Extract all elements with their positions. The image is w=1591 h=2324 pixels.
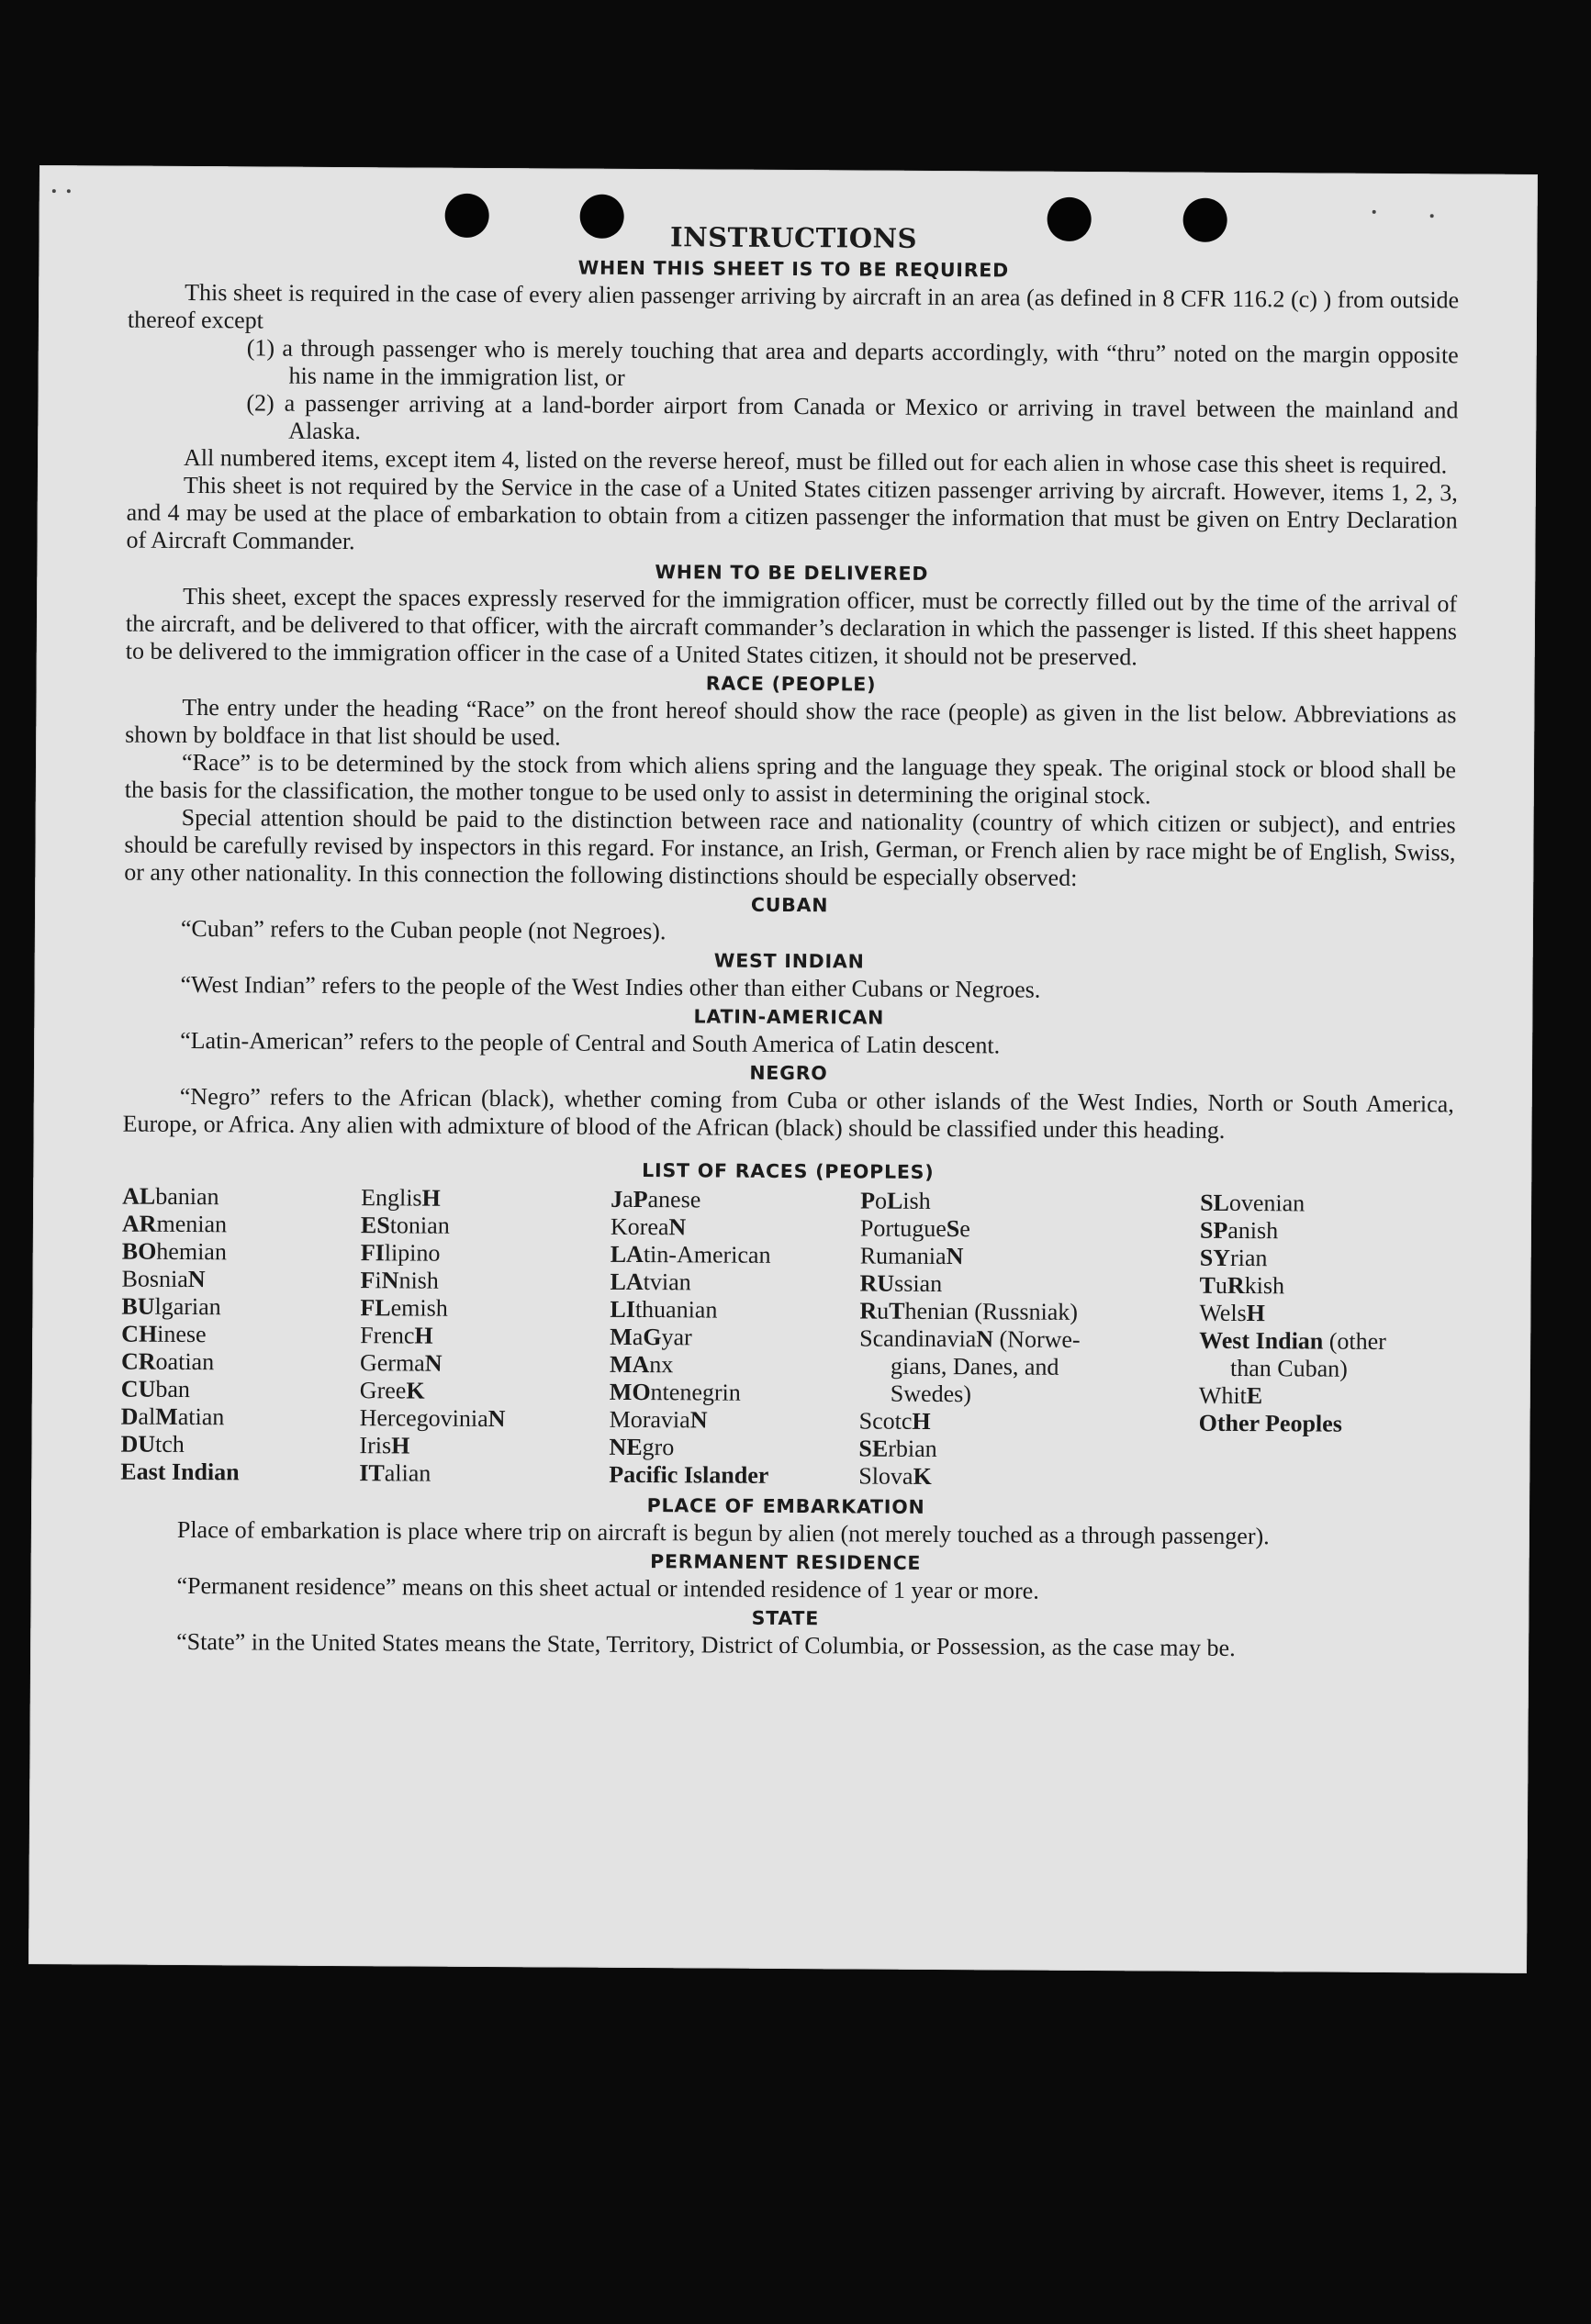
race-entry-part: u [1215,1271,1228,1299]
race-entry-part: IT [359,1459,385,1487]
race-entry-part: anish [1227,1216,1279,1245]
race-entry [359,1432,609,1461]
race-entry-continuation: than Cuban) [1229,1354,1348,1382]
race-entry-part: D [120,1402,139,1430]
race-entry-part: N [976,1325,994,1353]
race-entry-part: H [414,1322,433,1349]
race-entry-part: a [622,1185,633,1212]
race-entry-part: K [913,1462,932,1490]
race-entry [122,1211,361,1240]
race-entry-part: L [886,1187,903,1214]
race-entry-part: Rumania [859,1242,947,1270]
paragraph: “Cuban” refers to the Cuban people (not Negroes). [180,914,667,945]
race-entry-part: ES [360,1212,390,1239]
race-entry-part: Wels [1199,1299,1247,1327]
race-entry-part: Germa [359,1349,425,1377]
race-entry-part: Korea [610,1212,669,1241]
race-entry [1200,1245,1453,1274]
race-entry-part: E [1246,1382,1263,1410]
race-entry-part: N [668,1213,687,1241]
race-entry-continuation: Swedes) [890,1380,972,1408]
race-entry-part: LA [610,1240,644,1268]
race-entry-part: Slova [858,1462,913,1490]
race-entry-part: H [391,1432,410,1459]
race-entry [1200,1217,1453,1246]
race-entry-part: tonian [389,1212,450,1239]
race-entry [858,1462,1198,1492]
race-entry-part: FI [360,1239,385,1267]
race-entry [611,1186,860,1215]
race-entry-part: LI [610,1295,635,1323]
race-entry [858,1435,1198,1464]
race-entry [859,1269,1199,1299]
race-entry-part: AR [121,1210,157,1237]
paragraph: “State” in the United States means the State, Territory, District of Columbia, or Possession, as the case may be. [176,1627,1236,1661]
race-entry-part: G [643,1324,662,1351]
race-entry-part: Other Peoples [1198,1409,1342,1437]
race-entry [1199,1272,1452,1302]
race-entry-part: tin-American [643,1241,771,1268]
race-entry-part: Iris [359,1432,392,1459]
race-entry-part: nish [398,1267,439,1294]
race-entry [120,1458,359,1488]
race-entry-part: CU [120,1375,156,1402]
race-entry-part: Portugue [859,1214,947,1243]
race-entry-part: SP [1199,1216,1228,1244]
race-entry-part: hemian [156,1237,227,1266]
race-entry-part: inese [157,1320,207,1348]
race-entry [859,1407,1199,1436]
race-entry [361,1239,611,1268]
race-entry-part: menian [156,1210,228,1238]
race-entry-part: Pacific Islander [609,1460,769,1489]
page-title: INSTRUCTIONS [669,221,918,254]
race-entry [360,1404,610,1434]
race-entry-part: i [375,1267,382,1294]
race-entry-part: RU [859,1269,895,1297]
race-entry-part: N [689,1406,708,1434]
race-entry-part: CR [120,1347,156,1375]
race-entry-part: nx [649,1351,674,1379]
speck [52,189,56,193]
race-entry-part: tvian [643,1268,691,1296]
race-entry [361,1212,611,1241]
race-entry-part: Scandinavia [859,1324,977,1353]
paragraph: All numbered items, except item 4, listed on the reverse hereof, must be filled out for each alien in whose case this sheet is required. [183,443,1448,479]
race-column [120,1183,361,1488]
race-entry-part: a [632,1323,644,1351]
race-entry-part: P [860,1187,876,1214]
race-entry-part: H [1246,1300,1266,1327]
race-entry-part: kish [1244,1272,1285,1300]
race-entry-part: emish [390,1294,448,1322]
race-entry-part: Scotc [858,1407,913,1435]
section-title-when-required: WHEN THIS SHEET IS TO BE REQUIRED [577,256,1010,282]
race-entry [611,1213,860,1243]
race-entry [610,1351,859,1380]
paragraph: The entry under the heading “Race” on the front hereof should show the race (people) as given in the list below. Abbreviations as shown by boldface in that list should be used. [125,693,1457,751]
paragraph: Place of embarkation is place where trip on aircraft is begun by alien (not merely touched as a through passenger). [176,1515,1270,1550]
race-entry-part: e [959,1215,970,1243]
race-entry-part: East Indian [120,1458,240,1486]
race-entry-part: ntenegrin [650,1379,741,1406]
race-entry-part: BU [121,1292,155,1320]
race-entry [609,1461,858,1491]
section-title-state: STATE [751,1606,820,1630]
race-entry-part: H [912,1407,931,1435]
race-entry-part: BO [121,1237,157,1265]
section-title-list-of-races: LIST OF RACES (PEOPLES) [642,1159,935,1183]
race-entry-part: yar [661,1324,692,1351]
race-entry-part: (Norwe- [992,1325,1081,1353]
race-entry-part: AL [122,1182,156,1210]
race-entry-part: Moravia [609,1405,690,1434]
race-entry [1199,1382,1452,1412]
race-entry-part: u [877,1297,890,1324]
instructions-body [119,218,1460,1664]
race-entry [610,1296,859,1325]
race-entry [360,1349,610,1379]
race-entry-part: al [138,1402,156,1430]
race-entry-part: F [360,1267,375,1294]
section-title-race: RACE (PEOPLE) [705,672,877,696]
race-list [120,1183,1453,1494]
race-entry-part: N [424,1349,443,1377]
race-entry [122,1183,361,1212]
race-entry-part: ish [902,1187,931,1214]
race-entry-part: N [187,1266,206,1293]
race-entry-part: ssian [894,1269,943,1298]
section-title-when-delivered: WHEN TO BE DELIVERED [655,561,929,585]
race-entry [360,1267,610,1296]
race-entry-part: ovenian [1228,1189,1305,1217]
race-entry-part: LA [610,1268,644,1296]
section-title-cuban: CUBAN [750,893,829,917]
race-entry-part: NE [609,1433,643,1461]
paragraph: This sheet, except the spaces expressly reserved for the immigration officer, must be correctly filled out by the time of the arrival of the aircraft, and be delivered to that officer, with the aircraft commander’s declaration in which the passenger is listed. If this sheet happens to be delivered to the immigration officer in the case of a United States citizen, it should not be preserved. [125,582,1458,671]
race-entry [359,1459,609,1489]
race-column [359,1184,611,1489]
race-entry-part: R [859,1297,878,1324]
race-entry-part: Whit [1198,1381,1247,1410]
race-entry-part: K [406,1377,425,1404]
paragraph: “Latin-American” refers to the people of Central and South America of Latin descent. [180,1026,1001,1059]
race-entry [1199,1410,1452,1439]
paragraph: “Race” is to be determined by the stock from which aliens spring and the language they speak. The original stock or blood shall be the basis for the classification, the mother tongue to be used only to assist in determining the original stock. [124,748,1457,810]
race-entry-part: DU [120,1430,156,1458]
race-entry-part: gro [642,1434,675,1461]
section-title-latin-american: LATIN-AMERICAN [693,1005,885,1029]
race-entry-part: atian [177,1402,225,1431]
race-entry-part: Bosnia [121,1265,188,1293]
race-entry [121,1403,360,1433]
race-entry-part: Englis [361,1184,422,1212]
race-entry [360,1322,610,1351]
race-entry-part: (other [1323,1327,1386,1355]
race-entry-part: rbian [888,1435,937,1462]
race-entry-part: lgarian [154,1292,221,1321]
race-entry-part: M [610,1323,633,1350]
race-entry [860,1214,1200,1244]
race-entry [859,1297,1199,1326]
race-entry [610,1406,859,1436]
race-entry-part: Frenc [360,1322,415,1349]
paragraph: This sheet is required in the case of every alien passenger arriving by aircraft in an area (as defined in 8 CFR 116.2 (c) ) from outside thereof except [127,278,1460,334]
race-entry-part: S [946,1215,960,1243]
race-entry-part: alian [384,1459,431,1487]
race-entry [121,1266,360,1295]
speck [1373,210,1376,214]
race-entry-part: SY [1199,1244,1231,1271]
race-column [858,1187,1200,1492]
race-entry-part: R [1227,1271,1245,1300]
race-entry-continuation: gians, Danes, and [890,1352,1059,1380]
section-title-permanent-residence: PERMANENT RESIDENCE [650,1550,922,1574]
race-entry [121,1321,360,1350]
race-entry-part: lipino [384,1239,441,1267]
section-title-negro: NEGRO [749,1061,828,1085]
race-entry-part: N [946,1243,964,1270]
race-entry-part: FL [360,1294,391,1322]
race-entry [611,1241,860,1270]
race-entry-part: H [421,1184,441,1212]
race-entry-part: N [381,1267,399,1294]
race-entry-part: oatian [155,1347,215,1376]
race-entry [859,1324,1200,1409]
race-entry-part: P [633,1185,648,1213]
race-entry-part: SL [1200,1189,1230,1216]
paragraph: “Permanent residence” means on this sheet actual or intended residence of 1 year or more. [176,1571,1039,1604]
race-entry-part: thuanian [634,1295,718,1324]
list-item: (1) a through passenger who is merely touching that area and departs accordingly, with “thru” noted on the margin opposite his name in the immigration list, or [246,334,1459,391]
race-entry [121,1376,360,1405]
race-entry [610,1379,859,1408]
race-entry [1200,1190,1453,1219]
paragraph: “Negro” refers to the African (black), whether coming from Cuba or other islands of the West Indies, North or South America, Europe, or Africa. Any alien with admixture of blood of the African (black) should be classified under this heading. [122,1082,1454,1144]
list-item: (2) a passenger arriving at a land-border airport from Canada or Mexico or arriving in travel between the mainland and Alaska. [246,389,1459,445]
race-entry [609,1434,858,1463]
paragraph: This sheet is not required by the Service in the case of a United States citizen passenger arriving by aircraft. However, items 1, 2, 3, and 4 may be used at the place of embarkation to obtain from a citizen passenger the information that must be given on Entry Declaration of Aircraft Commander. [126,471,1458,555]
race-entry [121,1293,360,1323]
race-entry-part: anese [647,1186,701,1213]
race-entry-part: banian [155,1182,219,1211]
race-entry-part: M [155,1402,178,1430]
race-entry-part: Hercegovinia [359,1404,488,1433]
race-entry [120,1431,359,1460]
race-entry [360,1294,610,1324]
race-column [609,1186,860,1491]
race-entry-part: MA [609,1350,650,1379]
race-column [1198,1190,1453,1494]
race-entry-part: rian [1229,1244,1268,1272]
speck [1430,214,1434,218]
race-entry-part: N [487,1405,506,1433]
race-entry-part: T [1199,1271,1216,1299]
race-entry-part: J [611,1185,623,1212]
race-entry-part: henian (Russniak) [904,1297,1079,1325]
section-title-west-indian: WEST INDIAN [713,949,865,973]
race-entry-part: T [889,1297,905,1324]
race-entry-part: MO [609,1378,651,1406]
race-entry-part: West Indian [1199,1326,1324,1355]
race-entry [860,1242,1200,1271]
race-entry-part: tch [154,1430,185,1458]
race-entry-part: ban [155,1375,191,1403]
race-entry [860,1187,1200,1216]
race-entry [1199,1300,1452,1329]
race-entry [121,1348,360,1378]
race-entry-part: o [874,1187,888,1214]
race-entry [1199,1327,1452,1384]
race-entry [360,1377,610,1406]
speck [67,189,71,193]
instruction-sheet [28,165,1538,1973]
race-entry-part: Gree [359,1377,407,1404]
race-entry [610,1268,859,1298]
paragraph: Special attention should be paid to the distinction between race and nationality (country of which citizen or subject), and entries should be carefully revised by inspectors in this regard. For instance, an Irish, German, or French alien by race might be of English, Swiss, or any other nationality. In this connection the following distinctions should be especially observed: [124,803,1456,891]
section-title-place-of-embarkation: PLACE OF EMBARKATION [646,1494,925,1518]
paragraph: “West Indian” refers to the people of the West Indies other than either Cubans or Negroes. [180,970,1041,1003]
race-entry-part: SE [858,1435,889,1462]
race-entry-part: CH [121,1320,158,1347]
race-entry [361,1184,611,1213]
race-entry [122,1238,361,1268]
race-entry [610,1324,859,1353]
